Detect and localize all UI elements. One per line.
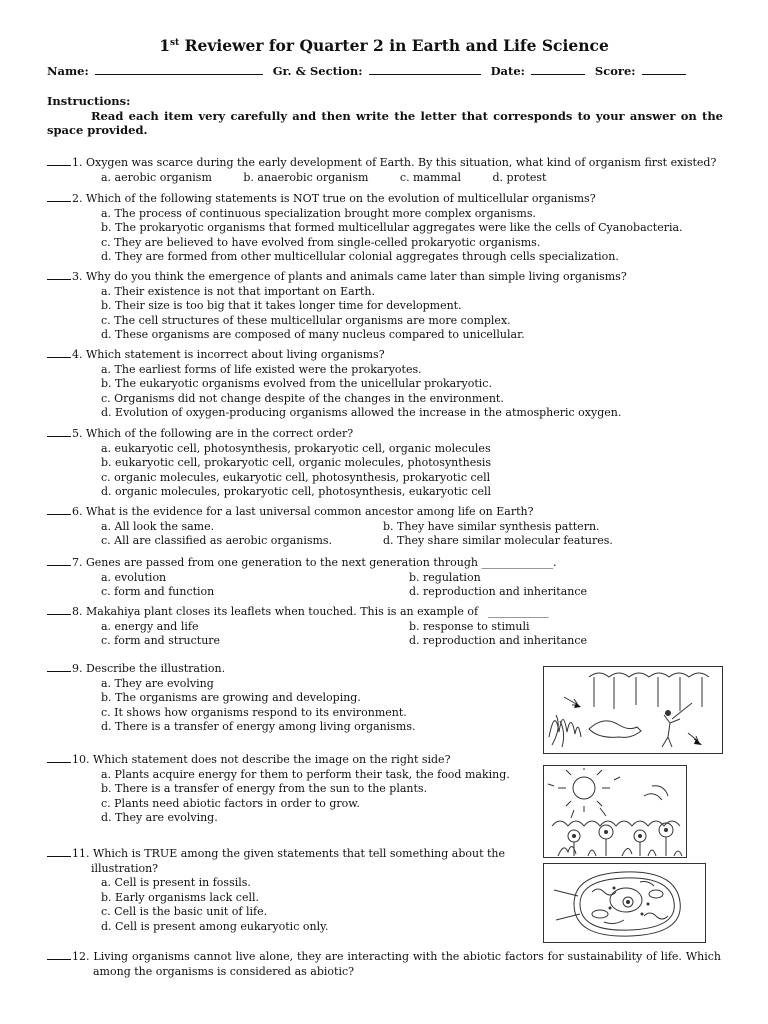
option-d: d. They are formed from other multicellular colonial aggregates through cells specialization. bbox=[101, 250, 619, 263]
question-stem: 8. Makahiya plant closes its leaflets when touched. This is an example of bbox=[72, 605, 479, 618]
option-b: b. They have similar synthesis pattern. bbox=[383, 519, 600, 533]
answer-blank-1[interactable] bbox=[47, 155, 71, 166]
option-b: b. The organisms are growing and developing. bbox=[101, 691, 361, 704]
options-row bbox=[47, 620, 727, 635]
answer-blank-12[interactable] bbox=[47, 949, 71, 960]
option-a: a. The earliest forms of life existed were the prokaryotes. bbox=[101, 362, 422, 376]
question-stem: 5. Which of the following are in the correct order? bbox=[72, 427, 354, 440]
option-d: d. reproduction and inheritance bbox=[409, 585, 588, 598]
cell-drawing bbox=[544, 864, 705, 942]
option-a: a. All look the same. bbox=[101, 519, 215, 533]
option-a: a. Cell is present in fossils. bbox=[101, 876, 251, 889]
question-stem: 12. Living organisms cannot live alone, they are interacting with the abiotic factors for sustainability of life. Which among the organisms is considered as abiotic? bbox=[72, 950, 721, 978]
question-11 bbox=[47, 846, 527, 934]
student-info-line bbox=[47, 64, 692, 79]
question-5 bbox=[47, 426, 727, 500]
option-c: c. form and function bbox=[101, 585, 215, 598]
option-a: a. eukaryotic cell, photosynthesis, prokaryotic cell, organic molecules bbox=[101, 441, 491, 455]
option-b: b. Early organisms lack cell. bbox=[101, 890, 260, 904]
option-c: c. organic molecules, eukaryotic cell, photosynthesis, prokaryotic cell bbox=[101, 470, 491, 484]
question-1 bbox=[47, 155, 727, 185]
option-d: d. They are evolving. bbox=[101, 811, 218, 824]
option-c: c. Organisms did not change despite of the changes in the environment. bbox=[101, 391, 504, 405]
sun-plants-drawing bbox=[544, 766, 686, 857]
option-a: a. energy and life bbox=[101, 619, 199, 633]
options-row bbox=[47, 534, 727, 549]
question-stem: 11. Which is TRUE among the given statements that tell something about the bbox=[72, 847, 506, 860]
option-b: b. Their size is too big that it takes longer time for development. bbox=[101, 299, 462, 312]
option-c: c. It shows how organisms respond to its environment. bbox=[101, 705, 407, 719]
score-label: Score: bbox=[594, 64, 636, 78]
option-b: b. response to stimuli bbox=[409, 619, 530, 633]
stem-blank: ___________ bbox=[488, 605, 549, 618]
question-stem: 4. Which statement is incorrect about living organisms? bbox=[72, 348, 385, 361]
food-chain-illustration bbox=[543, 666, 723, 754]
food-chain-drawing bbox=[544, 667, 722, 753]
option-c: c. They are believed to have evolved from single-celled prokaryotic organisms. bbox=[101, 235, 541, 249]
question-stem: 6. What is the evidence for a last universal common ancestor among life on Earth? bbox=[72, 505, 534, 518]
date-field[interactable] bbox=[531, 64, 585, 75]
option-d: d. They share similar molecular features. bbox=[383, 534, 613, 547]
question-8 bbox=[47, 604, 727, 649]
cell-illustration bbox=[543, 863, 706, 943]
option-c: c. The cell structures of these multicellular organisms are more complex. bbox=[101, 313, 511, 327]
option-d: d. protest bbox=[492, 170, 547, 184]
option-d: d. Evolution of oxygen-producing organisms allowed the increase in the atmospheric oxygen. bbox=[101, 406, 622, 419]
instructions bbox=[47, 94, 723, 138]
question-7 bbox=[47, 555, 727, 600]
answer-blank-11[interactable] bbox=[47, 846, 71, 857]
question-2 bbox=[47, 191, 727, 265]
option-c: c. form and structure bbox=[101, 634, 221, 647]
options-row bbox=[47, 171, 727, 186]
options-row bbox=[47, 585, 727, 600]
answer-blank-9[interactable] bbox=[47, 661, 71, 672]
option-b: b. eukaryotic cell, prokaryotic cell, organic molecules, photosynthesis bbox=[101, 456, 492, 469]
option-b: b. regulation bbox=[409, 570, 481, 584]
question-stem: 3. Why do you think the emergence of plants and animals came later than simple living organisms? bbox=[72, 270, 627, 283]
question-10 bbox=[47, 752, 527, 826]
section-field[interactable] bbox=[369, 64, 481, 75]
answer-blank-2[interactable] bbox=[47, 191, 71, 202]
question-4 bbox=[47, 347, 727, 421]
question-stem: 10. Which statement does not describe the image on the right side? bbox=[72, 753, 451, 766]
option-c: c. mammal bbox=[399, 170, 461, 184]
option-c: c. Plants need abiotic factors in order to grow. bbox=[101, 796, 360, 810]
answer-blank-5[interactable] bbox=[47, 426, 71, 437]
option-c: c. All are classified as aerobic organisms. bbox=[101, 534, 333, 547]
question-stem: 2. Which of the following statements is NOT true on the evolution of multicellular organisms? bbox=[72, 192, 596, 205]
name-field[interactable] bbox=[95, 64, 263, 75]
question-3 bbox=[47, 269, 727, 343]
option-d: d. Cell is present among eukaryotic only. bbox=[101, 919, 329, 933]
option-b: b. The prokaryotic organisms that formed multicellular aggregates were like the cells of Cyanobacteria. bbox=[101, 221, 683, 234]
option-a: a. aerobic organism bbox=[101, 170, 212, 184]
score-field[interactable] bbox=[642, 64, 686, 75]
name-label: Name: bbox=[47, 64, 89, 78]
option-b: b. The eukaryotic organisms evolved from the unicellular prokaryotic. bbox=[101, 377, 492, 390]
option-d: d. organic molecules, prokaryotic cell, photosynthesis, eukaryotic cell bbox=[101, 485, 492, 498]
option-a: a. They are evolving bbox=[101, 676, 214, 690]
option-d: d. reproduction and inheritance bbox=[409, 634, 588, 647]
question-12 bbox=[47, 949, 721, 979]
answer-blank-8[interactable] bbox=[47, 604, 71, 615]
option-a: a. The process of continuous specialization brought more complex organisms. bbox=[101, 206, 536, 220]
question-stem: 1. Oxygen was scarce during the early development of Earth. By this situation, what kind of organism first existed? bbox=[72, 156, 717, 169]
option-a: a. evolution bbox=[101, 570, 167, 584]
instructions-label: Instructions: bbox=[47, 94, 131, 108]
section-label: Gr. & Section: bbox=[272, 64, 363, 78]
date-label: Date: bbox=[490, 64, 525, 78]
option-c: c. Cell is the basic unit of life. bbox=[101, 905, 268, 918]
answer-blank-7[interactable] bbox=[47, 555, 71, 566]
answer-blank-6[interactable] bbox=[47, 504, 71, 515]
option-d: d. These organisms are composed of many nucleus compared to unicellular. bbox=[101, 328, 525, 341]
options-row bbox=[47, 634, 727, 649]
sun-plants-illustration bbox=[543, 765, 687, 858]
question-9 bbox=[47, 661, 527, 735]
option-d: d. There is a transfer of energy among living organisms. bbox=[101, 720, 416, 733]
option-b: b. There is a transfer of energy from the sun to the plants. bbox=[101, 782, 428, 795]
question-stem: 7. Genes are passed from one generation to the next generation through _____________. bbox=[72, 556, 557, 569]
question-stem: 9. Describe the illustration. bbox=[72, 662, 226, 675]
option-a: a. Their existence is not that important on Earth. bbox=[101, 284, 375, 298]
options-row bbox=[47, 520, 727, 535]
question-6 bbox=[47, 504, 727, 549]
answer-blank-4[interactable] bbox=[47, 347, 71, 358]
option-a: a. Plants acquire energy for them to perform their task, the food making. bbox=[101, 767, 510, 781]
options-row bbox=[47, 571, 727, 586]
question-stem-line2: illustration? bbox=[91, 861, 159, 875]
answer-blank-10[interactable] bbox=[47, 752, 71, 763]
answer-blank-3[interactable] bbox=[47, 269, 71, 280]
option-b: b. anaerobic organism bbox=[243, 170, 369, 184]
instructions-text: Read each item very carefully and then write the letter that corresponds to your answer on the space provided. bbox=[47, 108, 723, 137]
page-title: 1st Reviewer for Quarter 2 in Earth and Life Science bbox=[159, 36, 609, 56]
